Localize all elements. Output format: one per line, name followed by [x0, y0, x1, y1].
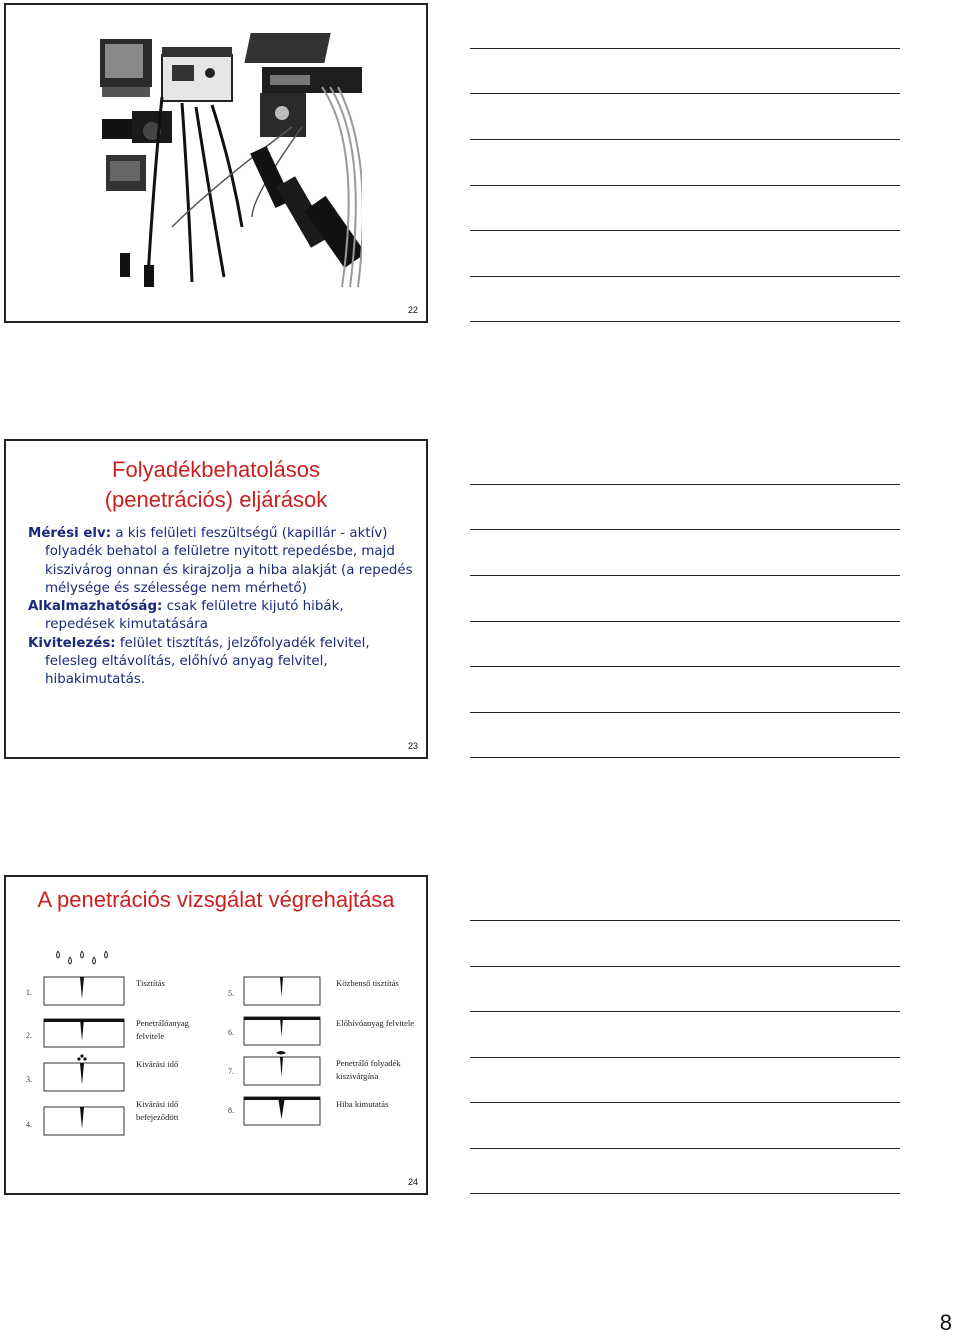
note-line	[470, 1057, 900, 1058]
step-number: 7.	[228, 1067, 234, 1076]
step-label: Közbenső tisztítás	[336, 978, 399, 988]
step-number: 2.	[26, 1031, 32, 1040]
slide-number: 22	[407, 305, 418, 315]
note-line	[470, 621, 900, 622]
slide-title: Folyadékbehatolásos (penetrációs) eljárások	[104, 457, 328, 512]
slide-body	[28, 525, 416, 690]
note-line	[470, 757, 900, 758]
note-line	[470, 1193, 900, 1194]
step-number: 3.	[26, 1075, 32, 1084]
slide-number: 23	[407, 741, 418, 751]
step-number: 8.	[228, 1106, 234, 1115]
step-label: Tisztítás	[136, 978, 165, 988]
step-number: 5.	[228, 989, 234, 998]
note-line	[470, 185, 900, 186]
step-diagram-left	[42, 947, 132, 1137]
paragraph-measurement-principle: Mérési elv: a kis felületi feszültségű (kapillár - aktív) folyadék behatol a felületre nyitott repedésbe, majd kiszivárog onnan és kirajzolja a hiba alakját (a repedés mélysége és szélessége nem mérhető)	[28, 526, 413, 596]
step-label: Penetráló folyadék kiszivárgása	[336, 1058, 401, 1081]
note-line	[470, 1102, 900, 1103]
step-label: Penetrálóanyag felvitele	[136, 1018, 189, 1041]
slide-number: 24	[407, 1177, 418, 1187]
step-label: Előhívóanyag felvitele	[336, 1018, 415, 1028]
step-label: Hiba kimutatás	[336, 1099, 389, 1109]
slide-22	[4, 3, 428, 323]
step-number: 6.	[228, 1028, 234, 1037]
note-line	[470, 48, 900, 49]
note-line	[470, 529, 900, 530]
slide-23	[4, 439, 428, 759]
note-line	[470, 966, 900, 967]
note-line	[470, 1011, 900, 1012]
note-line	[470, 484, 900, 485]
note-line	[470, 93, 900, 94]
note-line	[470, 920, 900, 921]
paragraph-applicability: Alkalmazhatóság: csak felületre kijutó hibák, repedések kimutatására	[28, 599, 344, 633]
note-line	[470, 139, 900, 140]
step-label: Kivárási idő befejeződött	[136, 1099, 179, 1122]
slide-title: A penetrációs vizsgálat végrehajtása	[37, 887, 395, 912]
note-line	[470, 575, 900, 576]
step-diagram-right	[242, 975, 326, 1135]
note-line	[470, 666, 900, 667]
page-number: 8	[939, 1310, 952, 1335]
note-line	[470, 321, 900, 322]
slide-24	[4, 875, 428, 1195]
note-line	[470, 1148, 900, 1149]
paragraph-execution: Kivitelezés: felület tisztítás, jelzőfolyadék felvitel, felesleg eltávolítás, előhívó anyag felvitel, hibakimutatás.	[28, 635, 370, 688]
note-line	[470, 230, 900, 231]
note-line	[470, 712, 900, 713]
step-label: Kivárási idő	[136, 1059, 179, 1069]
equipment-photo	[92, 27, 362, 297]
step-number: 4.	[26, 1120, 32, 1129]
step-number: 1.	[26, 988, 32, 997]
note-line	[470, 276, 900, 277]
